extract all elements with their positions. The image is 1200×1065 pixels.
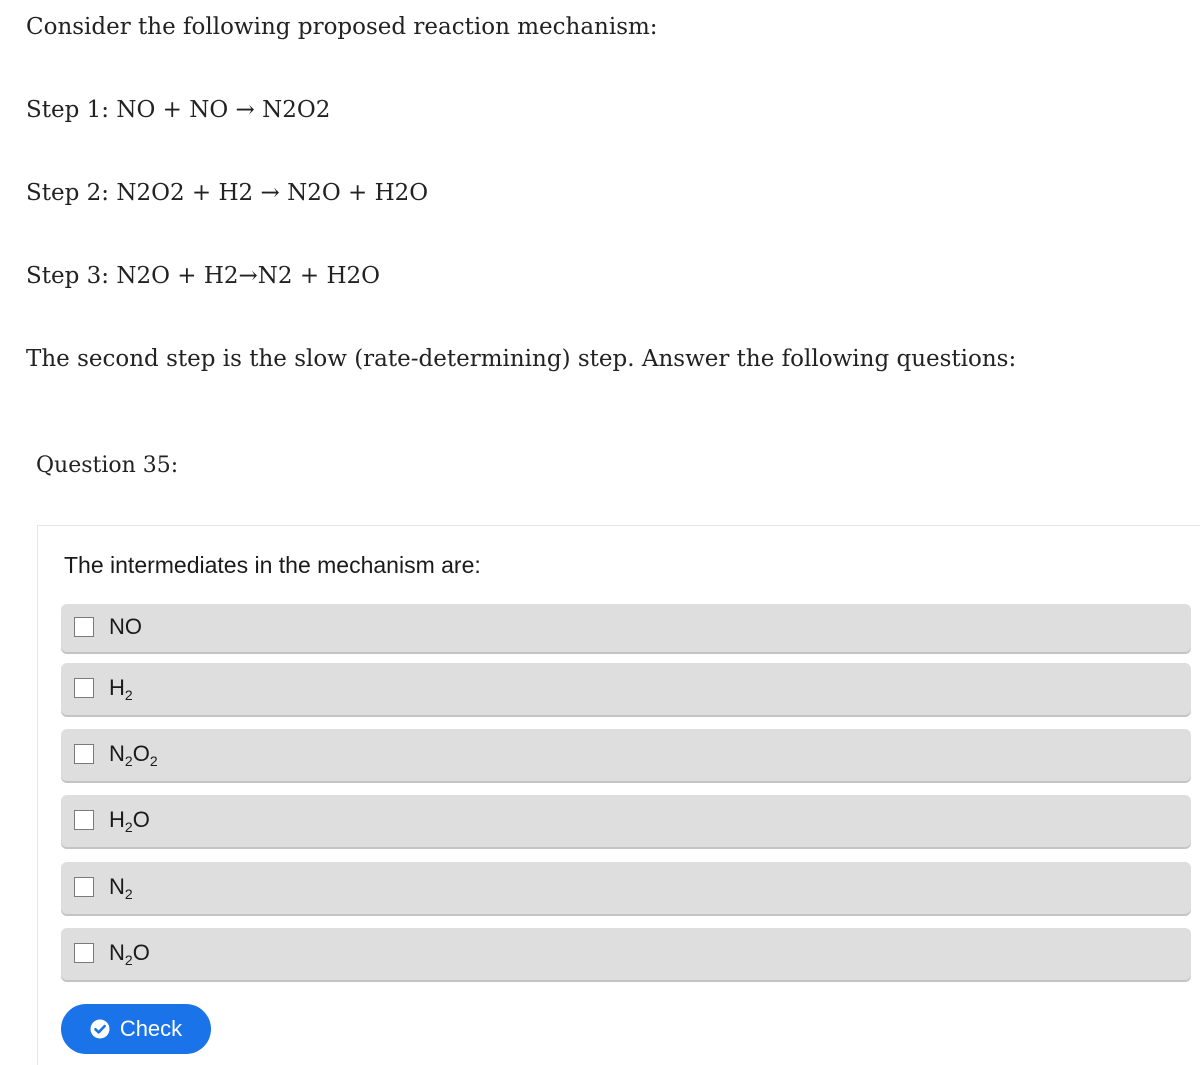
option-checkbox[interactable] <box>74 810 94 830</box>
mechanism-step-3: Step 3: N2O + H2→N2 + H2O <box>26 263 381 289</box>
option-checkbox[interactable] <box>74 678 94 698</box>
option-n2o2[interactable] <box>61 729 1191 781</box>
option-checkbox[interactable] <box>74 744 94 764</box>
option-checkbox[interactable] <box>74 877 94 897</box>
option-h2o[interactable] <box>61 795 1191 847</box>
option-label: $H_2O$ <box>109 807 150 835</box>
mechanism-step-2: Step 2: N2O2 + H2 → N2O + H2O <box>26 180 429 206</box>
option-h2[interactable] <box>61 663 1191 715</box>
option-checkbox[interactable] <box>74 943 94 963</box>
check-button[interactable] <box>61 1004 211 1054</box>
option-label: $N_2O$ <box>109 940 150 968</box>
passage-instructions: The second step is the slow (rate-determining) step. Answer the following questions: <box>26 346 1017 372</box>
option-label: $H_2$ <box>109 675 133 703</box>
option-label: $N_2O_2$ <box>109 741 158 769</box>
question-label: Question 35: <box>36 453 179 478</box>
check-button-label: Check <box>119 1016 183 1041</box>
mechanism-step-1: Step 1: NO + NO → N2O2 <box>26 97 331 123</box>
check-circle-icon <box>90 1019 110 1039</box>
option-checkbox[interactable] <box>74 617 94 637</box>
passage-intro: Consider the following proposed reaction mechanism: <box>26 14 658 40</box>
option-label: $N_2$ <box>109 874 133 902</box>
option-label: NO <box>109 614 142 639</box>
option-no[interactable] <box>61 604 1191 652</box>
question-panel <box>37 525 1200 1065</box>
question-prompt: The intermediates in the mechanism are: <box>64 552 481 578</box>
option-n2[interactable] <box>61 862 1191 914</box>
option-n2o[interactable] <box>61 928 1191 980</box>
